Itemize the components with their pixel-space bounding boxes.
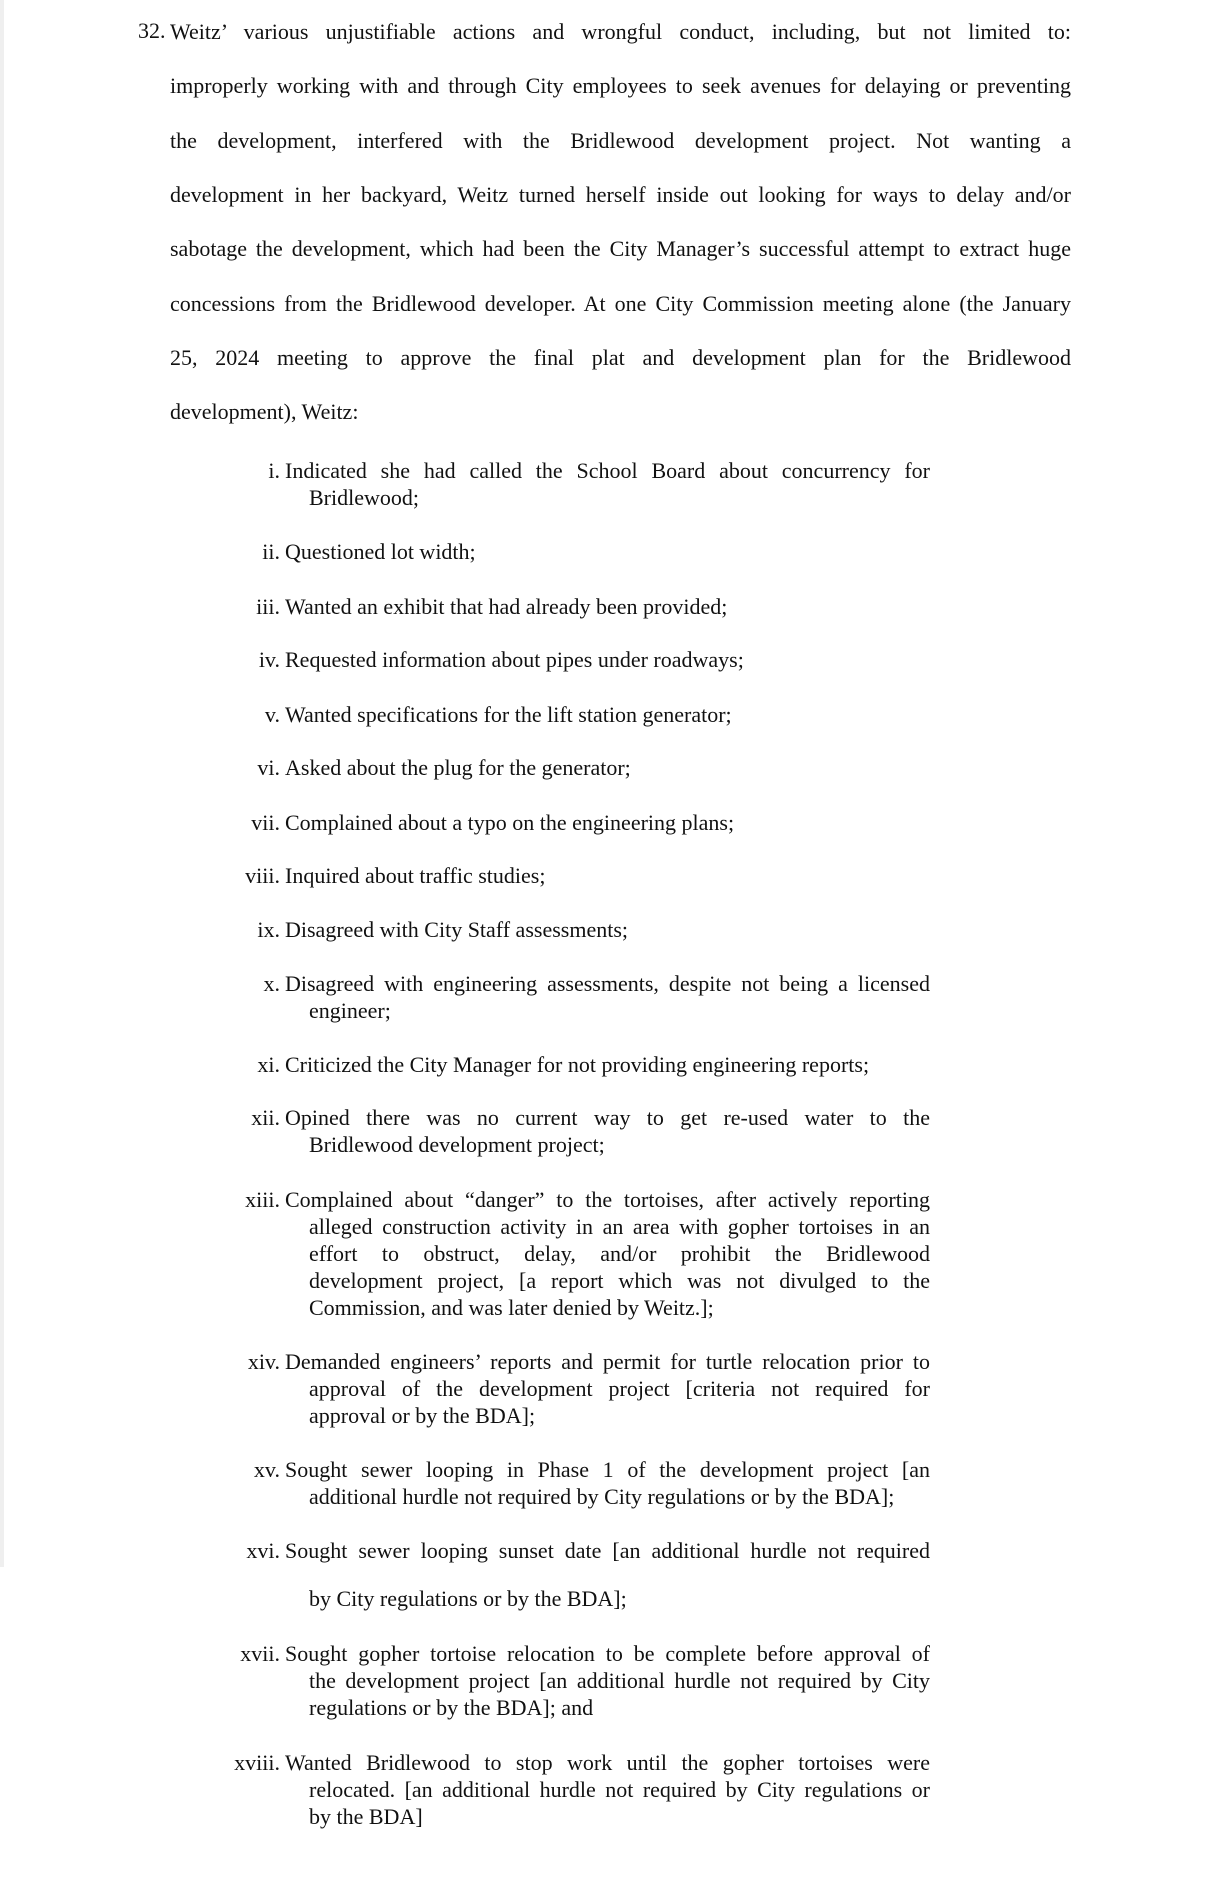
list-item-numeral: v. [264,702,280,727]
page-edge [0,0,4,1567]
list-item-line: Bridlewood; [309,485,419,510]
list-item-numeral: viii. [245,863,280,888]
paragraph-line: sabotage the development, which had been the City Manager’s successful attempt to extract huge [170,236,1071,262]
paragraph-number: 32. [138,18,166,43]
list-item-numeral: i. [268,458,280,483]
list-item-numeral: iv. [258,647,280,672]
list-item-numeral: xvii. [240,1641,280,1666]
list-item-line: Sought sewer looping sunset date [an additional hurdle not required [285,1538,930,1563]
paragraph-line: development in her backyard, Weitz turned herself inside out looking for ways to delay and/or [170,181,1071,207]
paragraph-line: improperly working with and through City employees to seek avenues for delaying or preventing [170,73,1071,99]
list-item-line: the development project [an additional hurdle not required by City [309,1668,930,1693]
list-item-line: Bridlewood development project; [309,1132,605,1157]
paragraph-line: the development, interfered with the Bridlewood development project. Not wanting a [170,127,1071,153]
list-item-line: Criticized the City Manager for not providing engineering reports; [285,1052,870,1077]
list-item-numeral: xv. [253,1457,280,1482]
paragraph-line: development), Weitz: [170,399,359,425]
list-item-line: Disagreed with City Staff assessments; [285,917,628,942]
list-item-line: Wanted an exhibit that had already been provided; [285,594,728,619]
list-item-line: Opined there was no current way to get re-used water to the [285,1105,930,1130]
list-item-line: Disagreed with engineering assessments, despite not being a licensed [285,971,930,996]
list-item-line: Indicated she had called the School Board about concurrency for [285,458,930,483]
list-item-numeral: ii. [262,539,280,564]
list-item-line: approval or by the BDA]; [309,1403,536,1428]
paragraph-line: Weitz’ various unjustifiable actions and wrongful conduct, including, but not limited to: [170,19,1071,44]
list-item-line: additional hurdle not required by City regulations or by the BDA]; [309,1484,895,1509]
list-item-numeral: vii. [251,810,280,835]
list-item-line: approval of the development project [criteria not required for [309,1376,930,1401]
list-item-line: by the BDA] [309,1804,423,1829]
list-item-numeral: xi. [257,1052,280,1077]
list-item-line: Requested information about pipes under roadways; [285,647,744,672]
list-item-line: Wanted specifications for the lift station generator; [285,702,732,727]
list-item-line: by City regulations or by the BDA]; [309,1586,627,1611]
list-item-numeral: xii. [251,1105,280,1130]
list-item-line: alleged construction activity in an area with gopher tortoises in an [309,1214,930,1239]
list-item-numeral: vi. [257,755,280,780]
list-item-line: engineer; [309,998,391,1023]
list-item-line: Inquired about traffic studies; [285,863,546,888]
list-item-line: development project, [a report which was not divulged to the [309,1268,930,1293]
list-item-numeral: xiv. [247,1349,280,1374]
list-item-line: Sought gopher tortoise relocation to be complete before approval of [285,1641,930,1666]
list-item-numeral: xiii. [245,1187,280,1212]
list-item-line: Commission, and was later denied by Weitz.]; [309,1295,714,1320]
list-item-line: Complained about a typo on the engineering plans; [285,810,735,835]
list-item-line: Sought sewer looping in Phase 1 of the development project [an [285,1457,930,1482]
list-item-numeral: xvi. [246,1538,280,1563]
list-item-line: relocated. [an additional hurdle not required by City regulations or [309,1777,930,1802]
list-item-line: Asked about the plug for the generator; [285,755,631,780]
paragraph-line: concessions from the Bridlewood developer. At one City Commission meeting alone (the January [170,290,1071,316]
list-item-line: Complained about “danger” to the tortoises, after actively reporting [285,1187,930,1212]
list-item-line: regulations or by the BDA]; and [309,1695,594,1720]
list-item-line: effort to obstruct, delay, and/or prohibit the Bridlewood [309,1241,930,1266]
list-item-numeral: xviii. [234,1750,280,1775]
list-item-line: Demanded engineers’ reports and permit for turtle relocation prior to [285,1349,930,1374]
paragraph-line: 25, 2024 meeting to approve the final plat and development plan for the Bridlewood [170,344,1071,370]
list-item-numeral: iii. [256,594,280,619]
list-item-line: Wanted Bridlewood to stop work until the gopher tortoises were [285,1750,930,1775]
list-item-numeral: x. [263,971,280,996]
list-item-numeral: ix. [257,917,280,942]
list-item-line: Questioned lot width; [285,539,476,564]
